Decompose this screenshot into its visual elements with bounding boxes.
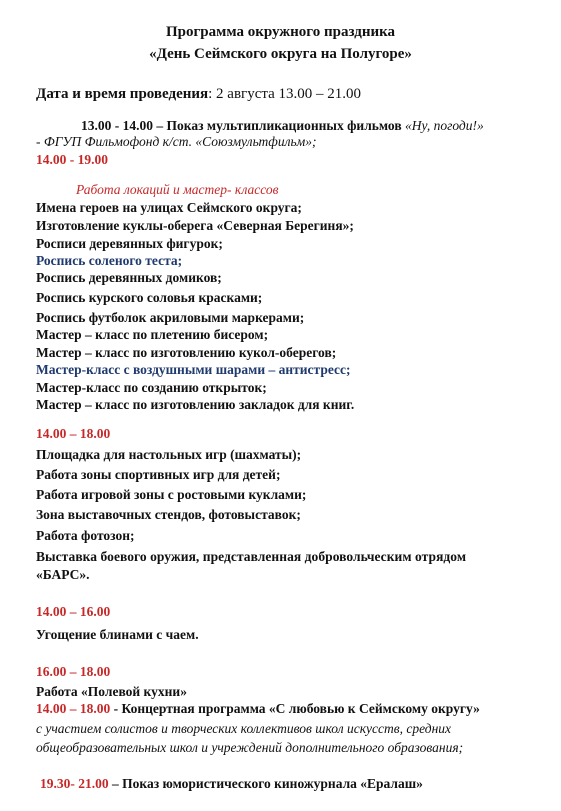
block2-time: 14.00 – 18.00 (36, 426, 111, 441)
title-line-1: Программа окружного праздника (165, 24, 396, 40)
block5-time: 19.30- 21.00 (40, 776, 109, 791)
list-item: Роспись соленого теста; (36, 253, 183, 268)
list-item: Роспись курского соловья красками; (36, 290, 263, 305)
date-label: Дата и время проведения (36, 86, 209, 102)
list-item: Роспись деревянных домиков; (36, 270, 222, 285)
list-item: Роспись футболок акриловыми маркерами; (36, 310, 305, 325)
list-item: Изготовление куклы-оберега «Северная Берегиня»; (36, 218, 354, 233)
concert-line-2: с участием солистов и творческих коллективов школ искусств, средних (36, 721, 452, 736)
cartoons-italic: «Ну, погоди!» (405, 118, 484, 133)
block4-time: 16.00 – 18.00 (36, 664, 111, 679)
cartoons-line (81, 118, 484, 134)
block1-time: 14.00 - 19.00 (36, 152, 108, 167)
yeralash-line (40, 776, 423, 792)
list-item: Работа игровой зоны с ростовыми куклами; (36, 487, 307, 502)
date-line (36, 86, 361, 102)
list-item: Мастер – класс по изготовлению кукол-оберегов; (36, 345, 337, 360)
list-item: Мастер – класс по плетению бисером; (36, 327, 269, 342)
weapons-line-2: «БАРС». (36, 567, 90, 582)
list-item: Зона выставочных стендов, фотовыставок; (36, 507, 301, 522)
pancakes-text: Угощение блинами с чаем. (36, 627, 199, 642)
title-line-2: «День Сеймского округа на Полугоре» (149, 46, 412, 62)
field-kitchen-text: Работа «Полевой кухни» (36, 684, 187, 699)
concert-line (36, 701, 480, 717)
cartoons-text: Показ мультипликационных фильмов (163, 118, 406, 133)
list-item: Площадка для настольных игр (шахматы); (36, 447, 302, 462)
weapons-line-1: Выставка боевого оружия, представленная добровольческим отрядом (36, 549, 467, 564)
block3-time: 14.00 – 16.00 (36, 604, 111, 619)
list-item: Работа фотозон; (36, 528, 135, 543)
yeralash-text: – Показ юмористического киножурнала «Ералаш» (108, 776, 423, 791)
cartoons-time: 13.00 - 14.00 – (81, 118, 164, 133)
list-item: Росписи деревянных фигурок; (36, 236, 223, 251)
list-item: Мастер – класс по изготовлению закладок для книг. (36, 397, 355, 412)
block1-subtitle: Работа локаций и мастер- классов (76, 182, 279, 197)
concert-text: - Концертная программа «С любовью к Сеймскому округу» (110, 701, 480, 716)
cartoons-line-2: - ФГУП Фильмофонд к/ст. «Союзмультфильм»; (36, 134, 317, 149)
concert-line-3: общеобразовательных школ и учреждений дополнительного образования; (36, 740, 464, 755)
concert-time: 14.00 – 18.00 (36, 701, 111, 716)
list-item: Имена героев на улицах Сеймского округа; (36, 200, 302, 215)
date-value: : 2 августа 13.00 – 21.00 (208, 86, 362, 102)
list-item: Мастер-класс с воздушными шарами – антистресс; (36, 362, 351, 377)
list-item: Мастер-класс по созданию открыток; (36, 380, 267, 395)
list-item: Работа зоны спортивных игр для детей; (36, 467, 281, 482)
